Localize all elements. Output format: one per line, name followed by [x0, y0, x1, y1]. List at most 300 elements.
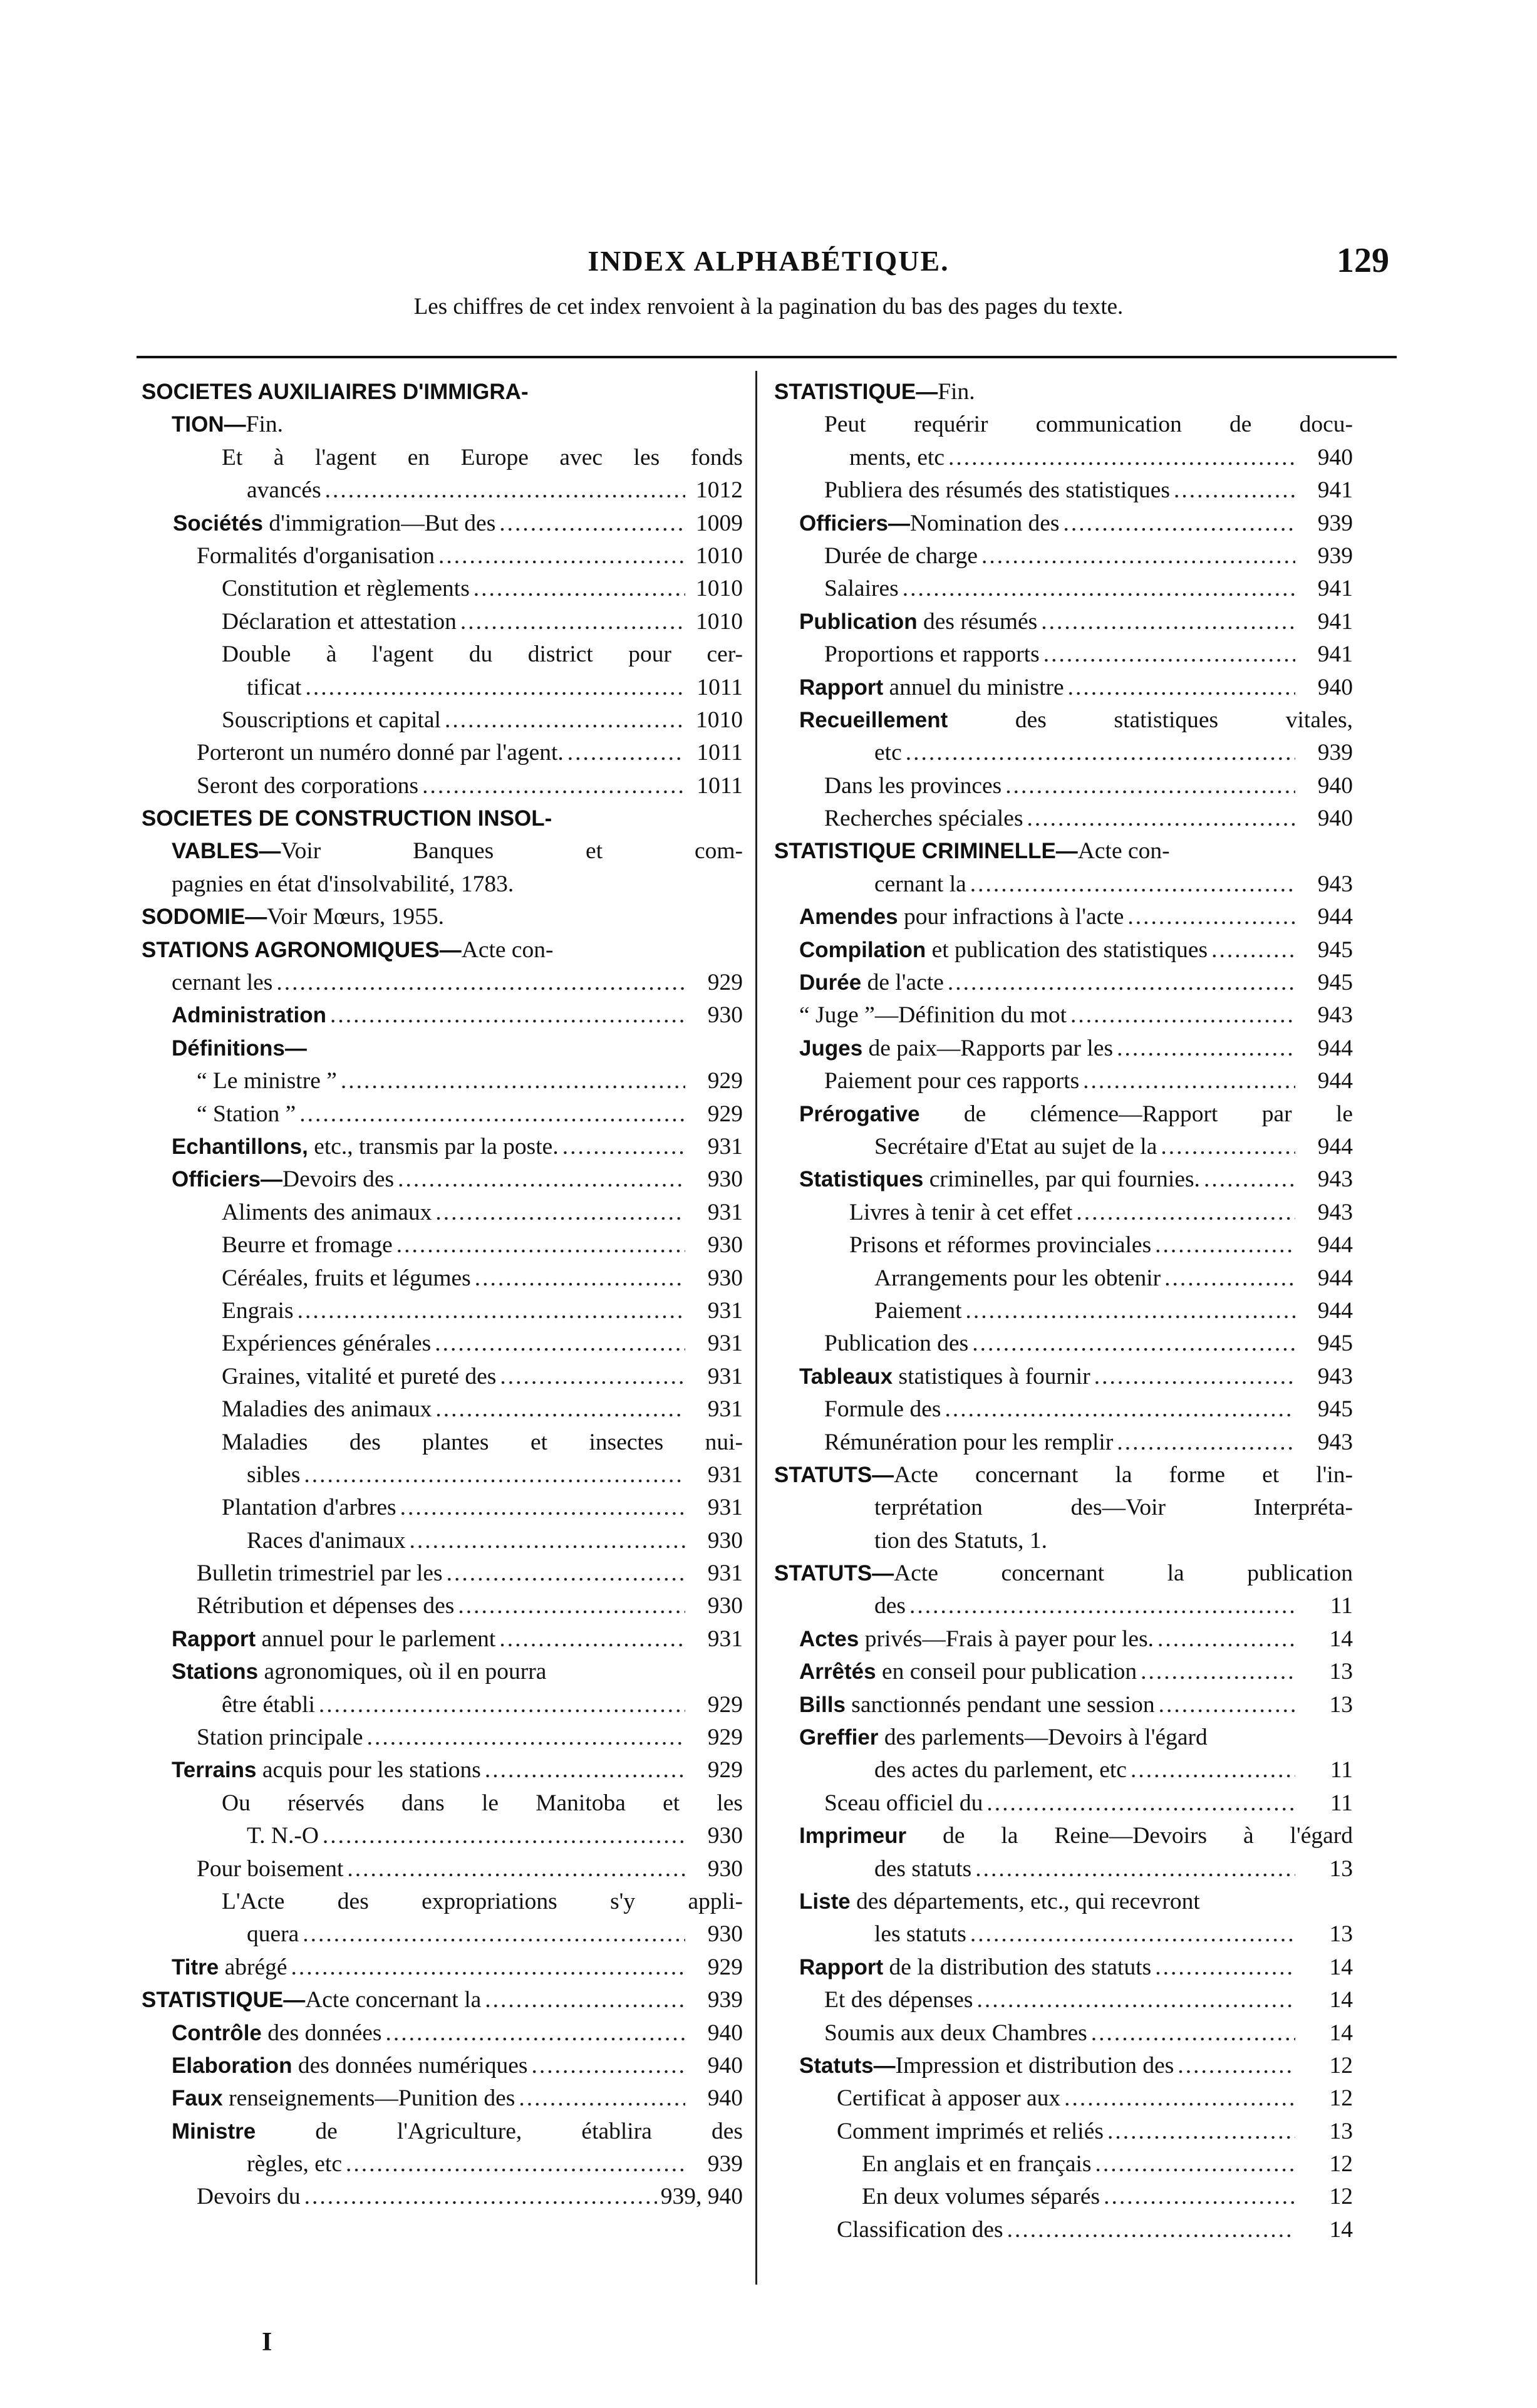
index-entry — [774, 1426, 1353, 1459]
dot-leader — [1141, 1656, 1295, 1688]
entry-text: des départements, etc., qui recevront — [850, 1888, 1200, 1914]
entry-text: Secrétaire d'Etat au sujet de la — [874, 1133, 1157, 1160]
index-entry — [774, 672, 1353, 704]
index-entry — [774, 376, 1353, 408]
dot-leader — [944, 1393, 1295, 1426]
index-entry — [774, 737, 1353, 769]
entry-text: En deux volumes séparés — [862, 2184, 1100, 2210]
entry-page-ref: 13 — [1329, 1691, 1353, 1718]
entry-keyword: STATIONS AGRONOMIQUES— — [142, 937, 462, 962]
entry-text: cernant les — [172, 970, 273, 996]
entry-keyword: TION— — [172, 412, 246, 437]
index-entry — [142, 1295, 743, 1327]
index-entry — [142, 1131, 743, 1163]
entry-page-ref: 940 — [1317, 444, 1353, 470]
index-entry — [774, 1229, 1353, 1262]
index-subtitle: Les chiffres de cet index renvoient à la pagination du bas des pages du texte. — [413, 294, 1124, 319]
entry-page-ref: 1011 — [696, 772, 743, 799]
page-header — [0, 241, 1537, 294]
dot-leader — [396, 1229, 685, 1262]
dot-leader — [303, 1918, 685, 1951]
entry-text: Porteront un numéro donné par l'agent. — [197, 740, 564, 766]
entry-text: Certificat à apposer aux — [837, 2085, 1061, 2112]
entry-text: d'immigration—But des — [262, 510, 496, 536]
dot-leader — [422, 770, 685, 802]
entry-page-ref: 929 — [707, 1725, 743, 1751]
entry-page-ref: 14 — [1329, 1626, 1353, 1652]
entry-text: des parlements—Devoirs à l'égard — [878, 1725, 1208, 1751]
entry-text: Soumis aux deux Chambres — [824, 2020, 1087, 2046]
entry-text: en conseil pour publication — [876, 1659, 1137, 1685]
index-entry — [774, 1262, 1353, 1295]
index-entry — [142, 1623, 743, 1656]
entry-keyword: STATUTS— — [774, 1561, 894, 1586]
entry-keyword: Bills — [799, 1692, 846, 1717]
dot-leader — [291, 1951, 685, 1984]
entry-page-ref: 12 — [1329, 2085, 1353, 2112]
index-entry — [142, 2181, 743, 2213]
entry-keyword: SOCIETES AUXILIAIRES D'IMMIGRA- — [142, 380, 529, 404]
entry-page-ref: 12 — [1329, 2184, 1353, 2210]
dot-leader — [438, 540, 685, 573]
entry-page-ref: 941 — [1317, 641, 1353, 668]
dot-leader — [447, 1557, 685, 1590]
index-entry — [142, 999, 743, 1032]
dot-leader — [386, 2017, 685, 2050]
entry-text: Acte concernant la forme et l'in- — [894, 1461, 1353, 1488]
dot-leader — [1211, 934, 1295, 967]
entry-text: Beurre et fromage — [222, 1232, 393, 1258]
index-entry — [142, 1656, 743, 1688]
entry-text: Livres à tenir à cet effet — [849, 1199, 1073, 1225]
dot-leader — [410, 1525, 685, 1557]
entry-text: Station principale — [197, 1725, 363, 1751]
index-entry — [774, 1492, 1353, 1524]
dot-leader — [1117, 1032, 1295, 1065]
index-entry — [774, 1163, 1353, 1196]
entry-text: Publication des — [824, 1331, 969, 1357]
entry-text: Plantation d'arbres — [222, 1495, 396, 1521]
index-entry — [774, 1196, 1353, 1229]
entry-text: Publiera des résumés des statistiques — [824, 477, 1170, 504]
index-entry — [774, 1295, 1353, 1327]
entry-page-ref: 931 — [707, 1199, 743, 1225]
index-entry — [774, 507, 1353, 540]
index-entry — [774, 1032, 1353, 1065]
index-entry — [142, 1853, 743, 1886]
entry-keyword: Statistiques — [799, 1167, 924, 1192]
entry-keyword: Amendes — [799, 905, 898, 930]
entry-page-ref: 14 — [1329, 2020, 1353, 2046]
entry-page-ref: 944 — [1317, 904, 1353, 930]
entry-keyword: Administration — [172, 1003, 326, 1028]
entry-page-ref: 940 — [1317, 806, 1353, 832]
entry-text: Classification des — [837, 2216, 1003, 2243]
index-entry — [142, 2148, 743, 2181]
entry-text: tion des Statuts, 1. — [874, 1527, 1048, 1554]
dot-leader — [1076, 1196, 1295, 1229]
index-entry — [142, 1984, 743, 2016]
entry-page-ref: 11 — [1330, 1757, 1353, 1783]
entry-text: Formalités d'organisation — [197, 542, 435, 569]
dot-leader — [460, 606, 685, 638]
entry-text: Bulletin trimestriel par les — [197, 1560, 443, 1587]
index-entry — [774, 2115, 1353, 2148]
entry-text: Céréales, fruits et légumes — [222, 1265, 471, 1291]
dot-leader — [475, 1262, 685, 1295]
entry-keyword: Liste — [799, 1889, 851, 1914]
entry-text: Double à l'agent du district pour cer- — [222, 641, 743, 668]
entry-text: Déclaration et attestation — [222, 608, 457, 635]
dot-leader — [341, 1065, 685, 1098]
entry-keyword: Prérogative — [799, 1101, 920, 1126]
index-entry — [774, 1951, 1353, 1984]
entry-text: Voir Banques et com- — [281, 838, 743, 864]
entry-keyword: Juges — [799, 1035, 863, 1061]
index-entry — [142, 1229, 743, 1262]
index-entry — [774, 2050, 1353, 2082]
entry-text: de clémence—Rapport par le — [919, 1101, 1353, 1127]
entry-page-ref: 1010 — [696, 576, 743, 602]
dot-leader — [1091, 2017, 1295, 2050]
dot-leader — [299, 1098, 685, 1131]
dot-leader — [1068, 672, 1295, 704]
entry-page-ref: 1009 — [696, 510, 743, 536]
entry-page-ref: 943 — [1317, 1002, 1353, 1029]
index-entry — [774, 967, 1353, 999]
dot-leader — [474, 573, 685, 605]
entry-page-ref: 1011 — [696, 740, 743, 766]
entry-text: renseignements—Punition des — [222, 2085, 515, 2112]
dot-leader — [976, 1984, 1295, 2016]
entry-text: Et des dépenses — [824, 1987, 973, 2013]
entry-text: Dans les provinces — [824, 772, 1002, 799]
index-entry — [774, 1131, 1353, 1163]
entry-page-ref: 940 — [1317, 772, 1353, 799]
entry-page-ref: 1011 — [696, 674, 743, 700]
dot-leader — [319, 1689, 685, 1721]
entry-keyword: Publication — [799, 609, 918, 634]
index-entry — [142, 376, 743, 408]
entry-text: Proportions et rapports — [824, 641, 1040, 668]
index-entry — [142, 408, 743, 441]
dot-leader — [970, 1918, 1295, 1951]
dot-leader — [1107, 2115, 1295, 2148]
index-entry — [142, 507, 743, 540]
entry-page-ref: 940 — [707, 2020, 743, 2046]
entry-keyword: Tableaux — [799, 1364, 893, 1389]
entry-text: pagnies en état d'insolvabilité, 1783. — [172, 871, 514, 897]
dot-leader — [500, 1361, 685, 1393]
dot-leader — [1177, 2050, 1295, 2082]
entry-page-ref: 13 — [1329, 1855, 1353, 1882]
dot-leader — [1127, 901, 1295, 933]
index-entry — [774, 999, 1353, 1032]
entry-page-ref: 939 — [1317, 740, 1353, 766]
entry-page-ref: 11 — [1330, 1593, 1353, 1619]
dot-leader — [499, 507, 685, 540]
entry-page-ref: 939 — [1317, 510, 1353, 536]
entry-keyword: STATISTIQUE— — [774, 380, 938, 404]
index-entry — [774, 2214, 1353, 2246]
entry-text: pour infractions à l'acte — [898, 904, 1124, 930]
entry-text: Races d'animaux — [247, 1527, 406, 1554]
entry-text: Et à l'agent en Europe avec les fonds — [222, 444, 743, 470]
entry-text: Ou réservés dans le Manitoba et les — [222, 1790, 743, 1816]
header-rule — [137, 356, 1397, 358]
entry-text: Pour boisement — [197, 1855, 344, 1882]
index-entry — [774, 573, 1353, 605]
entry-keyword: Sociétés — [173, 511, 263, 536]
index-entry — [142, 573, 743, 605]
index-entry — [774, 770, 1353, 802]
entry-text: Durée de charge — [824, 542, 978, 569]
index-entry — [142, 1262, 743, 1295]
entry-text: Fin. — [246, 412, 284, 438]
dot-leader — [485, 1984, 685, 2016]
left-index-column — [142, 376, 743, 2214]
index-entry — [774, 802, 1353, 835]
entry-page-ref: 929 — [707, 1068, 743, 1094]
entry-text: “ Station ” — [197, 1101, 296, 1127]
entry-keyword: Stations — [172, 1659, 259, 1684]
index-entry — [142, 802, 743, 835]
entry-text: statistiques à fournir — [893, 1363, 1090, 1389]
entry-text: acquis pour les stations — [256, 1757, 481, 1783]
dot-leader — [519, 2082, 685, 2115]
entry-page-ref: 945 — [1317, 937, 1353, 963]
dot-leader — [305, 672, 685, 704]
dot-leader — [948, 442, 1295, 474]
entry-page-ref: 1010 — [696, 542, 743, 569]
index-entry — [774, 868, 1353, 901]
entry-page-ref: 929 — [707, 1757, 743, 1783]
dot-leader — [1063, 507, 1295, 540]
entry-text: Rétribution et dépenses des — [197, 1593, 455, 1619]
entry-text: Prisons et réformes provinciales — [849, 1232, 1152, 1258]
entry-text: etc — [874, 740, 902, 766]
dot-leader — [1043, 638, 1295, 671]
dot-leader — [986, 1787, 1295, 1820]
index-entry — [774, 704, 1353, 737]
entry-page-ref: 930 — [707, 1921, 743, 1948]
entry-text: des résumés — [917, 608, 1038, 635]
entry-text: et publication des statistiques — [926, 937, 1208, 963]
entry-keyword: Echantillons, — [172, 1134, 308, 1159]
entry-text: Paiement — [874, 1297, 962, 1324]
dot-leader — [435, 1393, 685, 1426]
entry-text: cernant la — [874, 871, 966, 897]
entry-text: sibles — [247, 1461, 301, 1488]
entry-text: quera — [247, 1921, 299, 1948]
entry-text: En anglais et en français — [862, 2151, 1092, 2177]
entry-text: annuel du ministre — [883, 674, 1064, 700]
entry-keyword: Imprimeur — [799, 1824, 907, 1849]
entry-page-ref: 941 — [1317, 477, 1353, 504]
entry-text: Comment imprimés et reliés — [837, 2118, 1104, 2144]
entry-page-ref: 1010 — [696, 707, 743, 733]
index-entry — [774, 1656, 1353, 1688]
dot-leader — [1164, 1262, 1295, 1295]
entry-page-ref: 939 — [707, 1987, 743, 2013]
index-entry — [142, 901, 743, 933]
entry-text: Acte concernant la publication — [894, 1560, 1353, 1587]
index-entry — [142, 1590, 743, 1622]
entry-page-ref: 1012 — [696, 477, 743, 504]
entry-page-ref: 944 — [1317, 1035, 1353, 1061]
index-entry — [774, 1098, 1353, 1131]
index-entry — [774, 934, 1353, 967]
dot-leader — [346, 2148, 685, 2181]
entry-page-ref: 931 — [707, 1626, 743, 1652]
entry-text: Rémunération pour les remplir — [824, 1429, 1114, 1455]
entry-page-ref: 940 — [707, 2052, 743, 2078]
index-entry — [142, 606, 743, 638]
entry-page-ref: 943 — [1317, 1199, 1353, 1225]
entry-text: avancés — [247, 477, 321, 504]
dot-leader — [1159, 1689, 1295, 1721]
index-entry — [774, 1393, 1353, 1426]
entry-page-ref: 930 — [707, 1593, 743, 1619]
index-entry — [142, 704, 743, 737]
dot-leader — [1155, 1951, 1295, 1984]
index-entry — [774, 2181, 1353, 2213]
dot-leader — [562, 1131, 685, 1163]
index-entry — [142, 1065, 743, 1098]
dot-leader — [909, 1590, 1295, 1622]
dot-leader — [1027, 802, 1295, 835]
dot-leader — [499, 1623, 685, 1656]
index-entry — [774, 1623, 1353, 1656]
entry-page-ref: 929 — [707, 1101, 743, 1127]
entry-page-ref: 939 — [1317, 542, 1353, 569]
dot-leader — [1041, 606, 1295, 638]
entry-keyword: Elaboration — [172, 2053, 292, 2078]
entry-text: Seront des corporations — [197, 772, 419, 799]
entry-page-ref: 931 — [707, 1331, 743, 1357]
dot-leader — [531, 2050, 685, 2082]
entry-text: Nomination des — [910, 510, 1060, 536]
dot-leader — [1161, 1131, 1295, 1163]
dot-leader — [981, 540, 1295, 573]
index-entry — [142, 1918, 743, 1951]
index-entry — [142, 1163, 743, 1196]
index-entry — [142, 540, 743, 573]
entry-text: Voir Mœurs, 1955. — [267, 904, 444, 930]
entry-text: Souscriptions et capital — [222, 707, 441, 733]
entry-page-ref: 944 — [1317, 1133, 1353, 1160]
entry-keyword: Faux — [172, 2086, 223, 2111]
dot-leader — [435, 1196, 685, 1229]
dot-leader — [400, 1492, 685, 1524]
index-entry — [142, 967, 743, 999]
index-entry — [142, 1032, 743, 1065]
dot-leader — [276, 967, 685, 999]
index-entry — [774, 901, 1353, 933]
entry-text: abrégé — [219, 1954, 287, 1980]
dot-leader — [458, 1590, 685, 1622]
entry-text: sanctionnés pendant une session — [845, 1691, 1155, 1718]
dot-leader — [1104, 2181, 1295, 2213]
index-entry — [142, 1098, 743, 1131]
index-entry — [142, 1459, 743, 1492]
entry-page-ref: 14 — [1329, 1954, 1353, 1980]
entry-keyword: Greffier — [799, 1725, 879, 1750]
entry-page-ref: 13 — [1329, 2118, 1353, 2144]
entry-page-ref: 929 — [707, 970, 743, 996]
printer-signature: I — [262, 2328, 272, 2357]
dot-leader — [325, 474, 685, 507]
dot-leader — [1131, 1754, 1295, 1787]
entry-page-ref: 939, 940 — [660, 2184, 743, 2210]
index-entry — [774, 1886, 1353, 1918]
dot-leader — [1204, 1163, 1295, 1196]
index-entry — [142, 474, 743, 507]
entry-page-ref: 930 — [707, 1527, 743, 1554]
entry-keyword: Officiers— — [172, 1167, 282, 1192]
dot-leader — [298, 1295, 685, 1327]
index-title: INDEX ALPHABÉTIQUE. — [587, 245, 950, 277]
entry-page-ref: 929 — [707, 1691, 743, 1718]
entry-text: Maladies des plantes et insectes nui- — [222, 1429, 743, 1455]
entry-text: privés—Frais à payer pour les. — [859, 1626, 1154, 1652]
entry-text: Salaires — [824, 576, 899, 602]
index-entry — [774, 1820, 1353, 1852]
index-entry — [142, 1689, 743, 1721]
entry-page-ref: 944 — [1317, 1297, 1353, 1324]
entry-text: des — [874, 1593, 906, 1619]
entry-keyword: Ministre — [172, 2119, 256, 2144]
dot-leader — [304, 1459, 685, 1492]
entry-page-ref: 930 — [707, 1002, 743, 1029]
entry-page-ref: 14 — [1329, 2216, 1353, 2243]
entry-text: de l'Agriculture, établira des — [256, 2118, 743, 2144]
entry-page-ref: 929 — [707, 1954, 743, 1980]
entry-page-ref: 14 — [1329, 1987, 1353, 2013]
index-entry — [142, 1327, 743, 1360]
index-entry — [142, 1426, 743, 1459]
entry-text: Maladies des animaux — [222, 1396, 432, 1423]
entry-text: L'Acte des expropriations s'y appli- — [222, 1888, 743, 1914]
index-entry — [142, 1886, 743, 1918]
index-entry — [774, 2148, 1353, 2181]
entry-text: de paix—Rapports par les — [862, 1035, 1114, 1061]
entry-text: Formule des — [824, 1396, 941, 1423]
entry-text: “ Le ministre ” — [197, 1068, 337, 1094]
index-entry — [142, 1492, 743, 1524]
right-index-column — [774, 376, 1353, 2246]
entry-text: Recherches spéciales — [824, 806, 1023, 832]
index-entry — [774, 835, 1353, 868]
dot-leader — [567, 737, 685, 769]
entry-keyword: VABLES— — [172, 839, 281, 864]
entry-page-ref: 945 — [1317, 1396, 1353, 1423]
dot-leader — [1005, 770, 1295, 802]
index-entry — [774, 1918, 1353, 1951]
entry-text: terprétation des—Voir Interpréta- — [874, 1495, 1353, 1521]
entry-page-ref: 930 — [707, 1855, 743, 1882]
dot-leader — [972, 1327, 1295, 1360]
index-entry — [774, 1361, 1353, 1393]
entry-text: Devoirs des — [282, 1166, 395, 1193]
entry-page-ref: 931 — [707, 1133, 743, 1160]
entry-text: être établi — [222, 1691, 315, 1718]
index-entry — [142, 1951, 743, 1984]
entry-keyword: Statuts— — [799, 2053, 896, 2078]
dot-leader — [948, 967, 1295, 999]
entry-page-ref: 941 — [1317, 576, 1353, 602]
entry-text: Paiement pour ces rapports — [824, 1068, 1080, 1094]
